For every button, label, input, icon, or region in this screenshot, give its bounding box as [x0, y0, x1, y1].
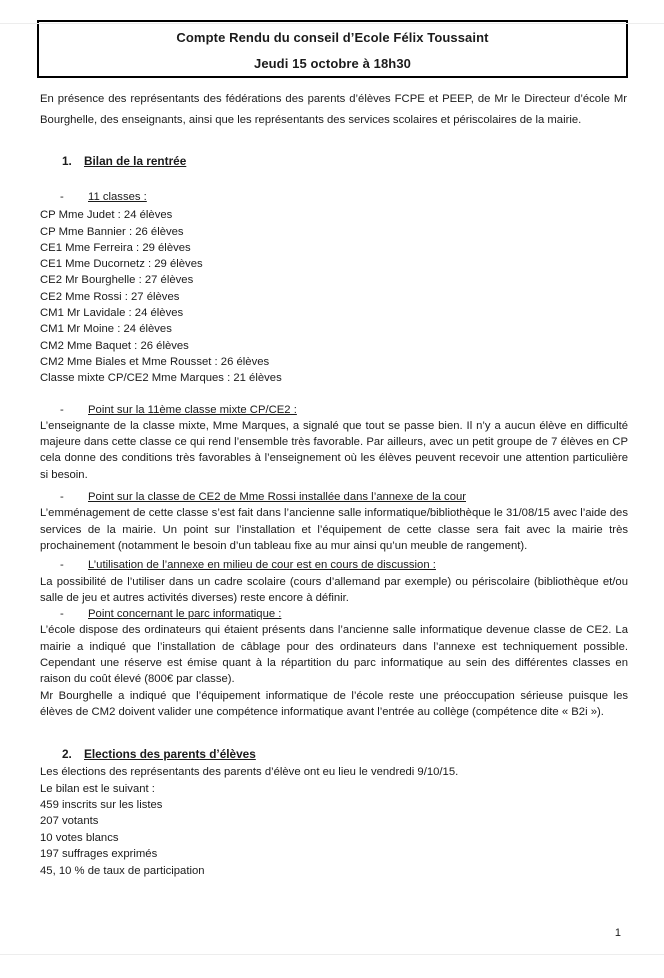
class-size-line: CM2 Mme Baquet : 26 élèves	[40, 339, 189, 352]
bullet-dash: -	[60, 559, 64, 572]
document-title: Compte Rendu du conseil d’Ecole Félix Toussaint	[176, 30, 489, 45]
election-stat-line: Le bilan est le suivant :	[40, 782, 155, 795]
section-1-heading	[62, 153, 627, 169]
section-1-number: 1.	[62, 154, 72, 168]
bullet-dash: -	[60, 191, 64, 203]
bullet-classe-ce2-annexe: - Point sur la classe de CE2 de Mme Rossi installée dans l’annexe de la cour	[60, 489, 627, 505]
election-stat-line: 197 suffrages exprimés	[40, 848, 158, 861]
class-size-line: CM1 Mr Lavidale : 24 élèves	[40, 307, 184, 320]
class-size-line: CE2 Mr Bourghelle : 27 élèves	[40, 274, 194, 287]
paragraph-parc-informatique-2: Mr Bourghelle a indiqué que l’équipement informatique de l’école reste une préoccupation sérieuse puisque les élèves de CM2 doivent valider une compétence informatique avant l’entrée au collège (compétence dite « B2i »).	[40, 689, 628, 718]
document-page	[0, 20, 664, 978]
class-size-list	[40, 207, 627, 386]
class-size-line: CP Mme Judet : 24 élèves	[40, 209, 173, 222]
page-number: 1	[614, 927, 621, 939]
class-size-line: CE1 Mme Ducornetz : 29 élèves	[40, 258, 203, 271]
section-2-number: 2.	[62, 747, 72, 762]
class-size-line: CE1 Mme Ferreira : 29 élèves	[40, 241, 191, 254]
paragraph-classe-ce2-annexe: L’emménagement de cette classe s’est fait dans l’ancienne salle informatique/bibliothèque le 31/08/15 avec l’aide des services de la mairie. Un point sur l’installation et l’équipement de cette classe sera fait avec la mairie très prochainement (notamment le besoin d’un tableau fixe au mur ainsi qu’un meuble de rangement).	[40, 507, 628, 552]
class-size-line: CP Mme Bannier : 26 élèves	[40, 225, 184, 238]
class-size-line: Classe mixte CP/CE2 Mme Marques : 21 élèves	[40, 372, 282, 385]
election-stat-line: 45, 10 % de taux de participation	[40, 864, 205, 877]
bullet-dash: -	[60, 403, 64, 416]
section-1-title: Bilan de la rentrée	[84, 154, 187, 168]
election-stat-line: Les élections des représentants des parents d’élève ont eu lieu le vendredi 9/10/15.	[40, 766, 459, 779]
paragraph-parc-informatique-1: L’école dispose des ordinateurs qui étaient présents dans l’ancienne salle informatique devenue classe de CE2. La mairie a indiqué que l’installation de câblage pour des ordinateurs dans l’annexe est techniquement possible. Cependant une réserve est émise quant à la répartition du parc informatique au sein des différentes classes en raison du coût élevé (800€ par classe).	[40, 624, 628, 686]
class-size-line: CM2 Mme Biales et Mme Rousset : 26 élèves	[40, 355, 270, 368]
class-size-line: CE2 Mme Rossi : 27 élèves	[40, 290, 180, 303]
paragraph-classe-mixte: L’enseignante de la classe mixte, Mme Marques, a signalé que tout se passe bien. Il n’y a aucun élève en difficulté majeure dans cette classe ce qui rend l’ensemble très favorable. Par ailleurs, avec un petit groupe de 7 élèves en CP cela donne des conditions très favorables à l’enseignement où les élèves peuvent recevoir une attention particulière si besoin.	[40, 419, 628, 481]
document-title-box	[37, 20, 628, 78]
class-size-line: CM1 Mr Moine : 24 élèves	[40, 323, 172, 336]
document-subtitle: Jeudi 15 octobre à 18h30	[253, 56, 412, 71]
election-stat-line: 207 votants	[40, 815, 99, 828]
page-bottom-edge	[0, 954, 664, 955]
page-top-edge	[0, 23, 664, 24]
election-stat-line: 459 inscrits sur les listes	[40, 799, 163, 812]
section-2-title: Elections des parents d’élèves	[84, 747, 256, 762]
paragraph-utilisation-annexe: La possibilité de l’utiliser dans un cadre scolaire (cours d’allemand par exemple) ou périscolaire (bibliothèque et/ou salle de jeu et autres activités diverses) reste encore à définir.	[40, 575, 628, 604]
bullet-utilisation-annexe: - L’utilisation de l’annexe en milieu de cour est en cours de discussion :	[60, 557, 627, 573]
bullet-11-classes: - 11 classes :	[60, 189, 627, 205]
intro-paragraph: En présence des représentants des fédérations des parents d’élèves FCPE et PEEP, de Mr le Directeur d’école Mr Bourghelle, des enseignants, ainsi que les représentants des services scolaires et périscolaires de la mairie.	[40, 93, 627, 126]
election-stat-line: 10 votes blancs	[40, 831, 119, 844]
bullet-dash: -	[60, 608, 64, 621]
bullet-parc-informatique: - Point concernant le parc informatique :	[60, 606, 627, 622]
bullet-dash: -	[60, 491, 64, 504]
election-results-list	[40, 764, 627, 879]
section-2-heading	[62, 746, 627, 762]
bullet-classe-mixte: - Point sur la 11ème classe mixte CP/CE2 :	[60, 402, 627, 418]
